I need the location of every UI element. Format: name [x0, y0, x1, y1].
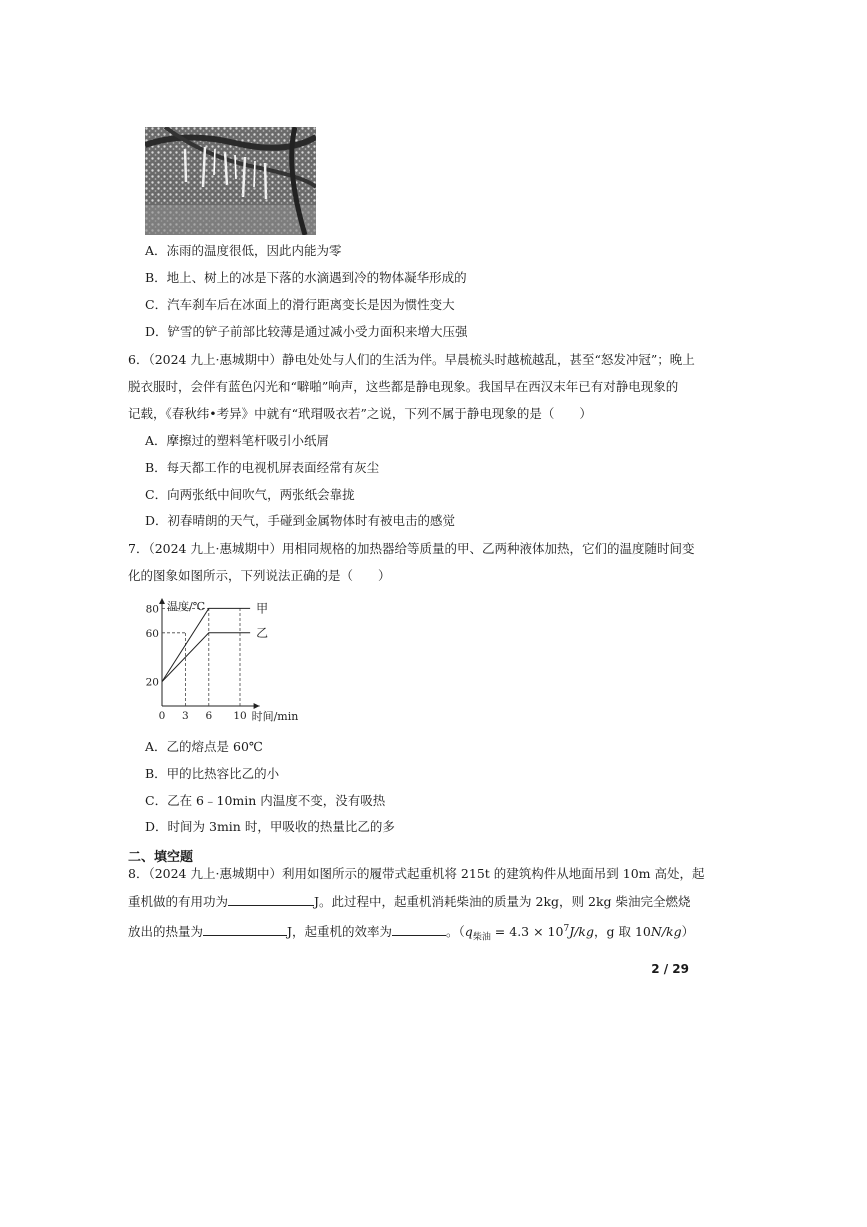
q6-stem-line-1: 6．（2024 九上·惠城期中）静电处处与人们的生活为伴。早晨梳头时越梳越乱，甚至“怒发冲冠”；晚上	[128, 352, 695, 367]
ice-trees-image	[145, 127, 316, 235]
series-line-1	[162, 633, 250, 682]
page-number: 2 / 29	[651, 962, 689, 976]
g-text: ，g 取 10	[594, 924, 651, 940]
series-label-1: 乙	[256, 625, 269, 640]
q6-option-c: C．向两张纸中间吹气，两张纸会靠拢	[145, 487, 355, 502]
q8-close-paren: ）	[681, 924, 695, 940]
y-tick-label-0: 20	[145, 676, 159, 689]
q6-stem-line-3: 记载，《春秋纬•考异》中就有“玳瑁吸衣若”之说，下列不属于静电现象的是（ ）	[128, 406, 592, 421]
g-unit: N/kg	[650, 924, 682, 940]
q7-option-c: C．乙在 6﹣10min 内温度不变，没有吸热	[145, 793, 386, 808]
temperature-time-chart	[138, 594, 328, 728]
q5-option-d: D．铲雪的铲子前部比较薄是通过减小受力面积来增大压强	[145, 324, 468, 339]
q8-line-2-text-a: 重机做的有用功为	[128, 894, 229, 909]
q7-option-b: B．甲的比热容比乙的小	[145, 766, 280, 781]
section-title-fill-blank: 二、填空题	[128, 850, 194, 865]
series-line-0	[162, 608, 250, 681]
q7-stem-line-2: 化的图象如图所示，下列说法正确的是（ ）	[128, 568, 391, 583]
q7-stem-line-1: 7．（2024 九上·惠城期中）用相同规格的加热器给等质量的甲、乙两种液体加热，它们的温度随时间变	[128, 541, 695, 556]
q8-line-3-text-a: 放出的热量为	[128, 924, 204, 940]
q8-line-2-text-b: J。此过程中，起重机消耗柴油的质量为 2kg，则 2kg 柴油完全燃烧	[314, 894, 691, 909]
x-tick-label-3: 10	[233, 710, 247, 722]
x-tick-label-1: 3	[182, 710, 189, 722]
q7-option-d: D．时间为 3min 时，甲吸收的热量比乙的多	[145, 819, 395, 834]
q-exponent: 7	[563, 924, 570, 934]
x-tick-label-2: 6	[205, 710, 213, 722]
q8-line-3-text-b: J，起重机的效率为	[287, 924, 393, 940]
q6-option-a: A．摩擦过的塑料笔杆吸引小纸屑	[145, 433, 330, 448]
q-subscript: 柴油	[472, 932, 491, 943]
q8-line-3	[128, 921, 694, 946]
y-tick-label-1: 60	[145, 627, 159, 640]
answer-blank-useful-work[interactable]	[228, 893, 314, 906]
x-axis-arrow	[254, 703, 260, 709]
series-label-0: 甲	[256, 601, 269, 616]
chart-svg	[138, 594, 328, 724]
q8-line-1: 8．（2024 九上·惠城期中）利用如图所示的履带式起重机将 215t 的建筑构件从地面吊到 10m 高处，起	[128, 866, 705, 881]
answer-blank-heat-released[interactable]	[203, 923, 287, 936]
q6-stem-line-2: 脱衣服时，会伴有蓝色闪光和“噼啪”响声，这些都是静电现象。我国早在西汉末年已有对静电现象的	[128, 379, 679, 394]
q5-option-a: A．冻雨的温度很低，因此内能为零	[145, 243, 342, 258]
y-axis-arrow	[159, 598, 165, 604]
y-tick-label-2: 80	[145, 603, 159, 616]
q-value: = 4.3 × 10	[490, 924, 564, 940]
q6-option-d: D．初春晴朗的天气，手碰到金属物体时有被电击的感觉	[145, 513, 456, 528]
q8-line-2	[128, 893, 691, 910]
q7-option-a: A．乙的熔点是 60℃	[145, 739, 263, 754]
q6-option-b: B．每天都工作的电视机屏表面经常有灰尘	[145, 460, 380, 475]
x-tick-label-0: 0	[158, 710, 166, 722]
x-axis-label: 时间/min	[251, 710, 299, 723]
freezing-rain-photo	[145, 127, 316, 235]
q-unit: J/kg	[569, 924, 595, 940]
q8-line-3-text-c: 。（	[446, 924, 465, 940]
q5-option-b: B．地上、树上的冰是下落的水滴遇到冷的物体凝华形成的	[145, 270, 467, 285]
answer-blank-efficiency[interactable]	[392, 923, 446, 936]
y-axis-label: 温度/℃	[167, 600, 206, 613]
q5-option-c: C．汽车刹车后在冰面上的滑行距离变长是因为惯性变大	[145, 297, 455, 312]
q-symbol: q	[464, 924, 473, 940]
